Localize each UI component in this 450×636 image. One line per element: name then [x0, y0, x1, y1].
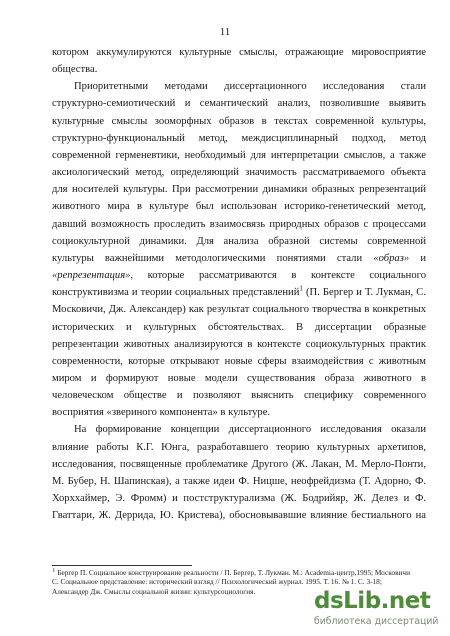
text-line	[52, 284, 426, 301]
dslib-logo: dsLib.net	[314, 588, 431, 614]
text-line: общества.	[52, 64, 98, 76]
text-run: и	[409, 252, 426, 264]
text-line: человеческом обществе и позволяют выяснить специфику современного	[52, 390, 426, 402]
text-line: для носителей культуры. При рассмотрении динамики образных репрезентаций	[52, 184, 426, 196]
text-line: современности, которые открывают новые сферы взаимодействия с животным	[52, 355, 426, 367]
text-line: влияние работы К.Г. Юнга, разработавшего теорию культурных архетипов,	[52, 441, 426, 453]
term-reprezentatsiya: «репрезентация»	[52, 270, 131, 282]
footnote-line	[52, 568, 432, 577]
text-line	[52, 250, 426, 267]
text-line: Хорххаймер, Э. Фромм) и постструктурализма (Ж. Бодрийяр, Ж. Делез и Ф.	[52, 493, 426, 505]
text-line: давший возможность проследить взаимосвязь природных образов с процессами	[52, 218, 426, 230]
dslib-caption: библиотека диссертаций	[314, 616, 439, 627]
text-line: миром и формируют новые модели существования образа животного в	[52, 372, 426, 384]
text-line: социокультурной динамики. Для анализа образной системы современной	[52, 235, 426, 247]
text-line: аксиологический метод, определяющий значимость рассматриваемого объекта	[52, 167, 426, 179]
text-line: репрезентации животных анализируются в контексте социокультурных практик	[52, 338, 426, 350]
page-number: 11	[219, 26, 231, 38]
text-line: котором аккумулируются культурные смыслы, отражающие мировосприятие	[52, 47, 426, 58]
footnote-line: С. Социальное представление: исторический взгляд // Психологический журнал. 1995. Т. 16. № 1. С. 3-18;	[52, 577, 382, 587]
text-line: восприятия «звериного компонента» в культуре.	[52, 407, 271, 419]
footnote-reference[interactable]: 1	[299, 284, 303, 293]
text-line: культурные смыслы зооморфных образов в текстах современной культуры,	[52, 115, 426, 127]
text-line: Приоритетными методами диссертационного исследования стали	[74, 81, 426, 93]
footnote-line: Александер Дж. Смыслы социальной жизни: культурсоциология.	[52, 586, 256, 596]
term-obraz: «образ»	[373, 252, 410, 264]
text-line: структурно-функциональный метод, междисциплинарный подход, метод	[52, 132, 426, 144]
text-line: животного мира в культуре был использован историко-генетический метод,	[52, 201, 426, 213]
text-line	[52, 267, 426, 284]
text-run: конструктивизма и теории социальных представлений	[52, 287, 300, 299]
text-line: М. Бубер, Н. Шапинская), а также идеи Ф. Ницше, неофрейдизма (Т. Адорно, Ф.	[52, 475, 426, 487]
text-line: исторических и культурных обстоятельствах. В диссертации образные	[52, 321, 426, 333]
footnote-separator	[52, 565, 192, 566]
text-line: На формирование концепции диссертационного исследования оказали	[74, 424, 426, 436]
text-line: Гваттари, Ж. Деррида, Ю. Кристева), обосновывавшие влияние бестиального на	[52, 510, 426, 522]
dslib-watermark[interactable]	[314, 588, 444, 632]
footnote-text: Бергер П. Социальное конструирование реальности / П. Бергер, Т. Лукман. М.: Academia-центр,1995; Московичи	[55, 568, 410, 577]
text-line: исследования, посвященные проблематике Другого (Ж. Лакан, М. Мерло-Понти,	[52, 458, 426, 470]
text-run: , которые рассматриваются в контексте социального	[130, 270, 426, 282]
text-line: современной герменевтики, необходимый для интерпретации смыслов, а также	[52, 149, 426, 161]
text-line: структурно-семиотический и семантический анализ, позволившие выявить	[52, 98, 426, 110]
text-line: Московичи, Дж. Александер) как результат социального творчества в конкретных	[52, 304, 426, 316]
document-body	[52, 44, 426, 524]
text-run: (П. Бергер и Т. Лукман, С.	[302, 287, 426, 299]
footnote-marker: 1	[52, 568, 56, 574]
text-run: культуры важнейшими методологическими понятиями стали	[52, 252, 374, 264]
